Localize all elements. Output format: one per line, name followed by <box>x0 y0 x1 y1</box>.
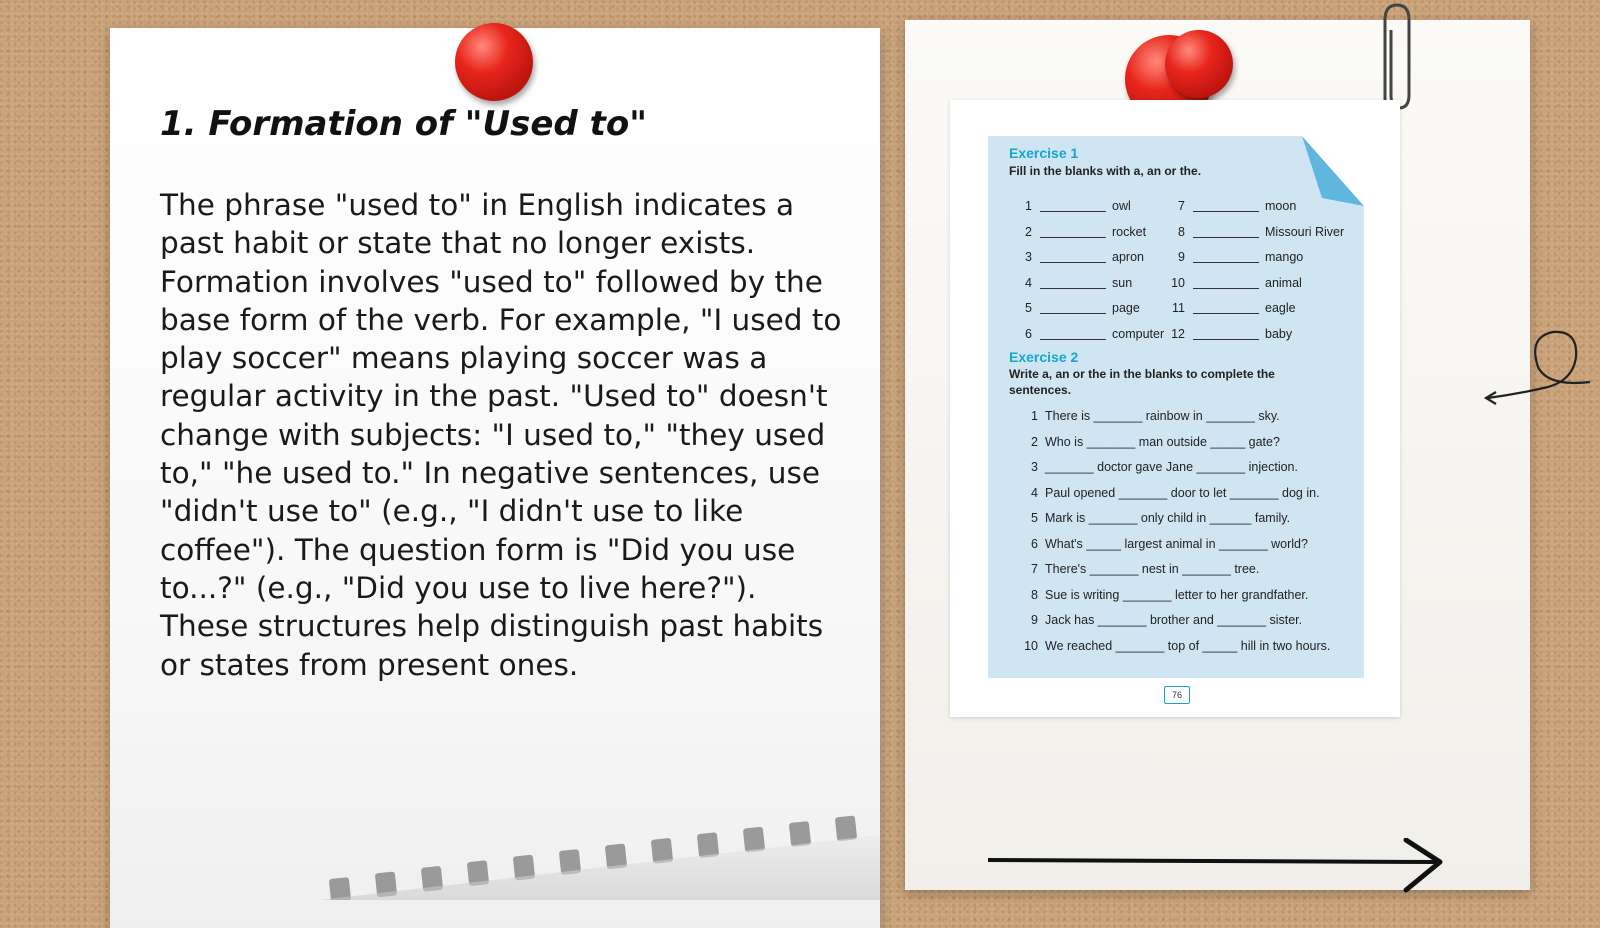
item-sentence: Jack has _______ brother and _______ sister. <box>1045 613 1303 627</box>
exercise-1-title: Exercise 1 <box>1009 145 1079 161</box>
item-number: 3 <box>1025 250 1032 264</box>
answer-blank[interactable] <box>1040 199 1106 212</box>
item-number: 2 <box>1031 434 1038 449</box>
exercise-2-item <box>1020 435 1360 457</box>
item-number: 2 <box>1025 224 1032 239</box>
item-number: 1 <box>1031 409 1038 423</box>
item-sentence: Mark is _______ only child in ______ family. <box>1045 511 1291 525</box>
exercise-2-title: Exercise 2 <box>1009 349 1079 365</box>
item-sentence: Sue is writing _______ letter to her grandfather. <box>1045 587 1309 602</box>
item-number: 10 <box>1024 638 1038 653</box>
exercise-1-item <box>1165 276 1505 298</box>
answer-blank[interactable] <box>1040 225 1106 238</box>
item-number: 10 <box>1171 275 1185 290</box>
exercise-2-item <box>1020 562 1360 584</box>
perforation-hole <box>743 827 765 853</box>
arrow-right-icon <box>988 838 1448 898</box>
answer-blank[interactable] <box>1193 199 1259 212</box>
exercise-1-item <box>1165 225 1505 247</box>
exercise-2-instruction-line2: sentences. <box>1009 383 1072 397</box>
exercise-2-item <box>1020 409 1360 431</box>
item-number: 4 <box>1031 485 1038 500</box>
item-sentence: There's _______ nest in _______ tree. <box>1045 562 1260 576</box>
item-number: 9 <box>1178 250 1185 264</box>
perforation-hole <box>835 815 857 841</box>
answer-blank[interactable] <box>1193 250 1259 263</box>
item-word: apron <box>1112 250 1144 264</box>
item-word: computer <box>1112 326 1165 341</box>
item-number: 7 <box>1178 199 1185 213</box>
item-number: 9 <box>1031 613 1038 627</box>
item-word: moon <box>1265 199 1297 213</box>
pushpin-icon <box>1165 30 1233 98</box>
item-number: 3 <box>1031 460 1038 474</box>
exercise-2-item <box>1020 460 1360 482</box>
item-word: baby <box>1265 326 1293 341</box>
note-title: 1. Formation of "Used to" <box>160 104 647 144</box>
item-number: 5 <box>1031 511 1038 525</box>
answer-blank[interactable] <box>1193 276 1259 289</box>
exercise-1-instruction: Fill in the blanks with a, an or the. <box>1009 164 1202 178</box>
item-sentence: _______ doctor gave Jane _______ injection. <box>1045 460 1298 474</box>
answer-blank[interactable] <box>1040 276 1106 289</box>
note-body-text: The phrase "used to" in English indicates a past habit or state that no longer exists. Formation involves "used to" followed by the base form of the verb. For example, "I used to play soccer" means playing soccer was a regular activity in the past. "Used to" doesn't change with subjects: "I used to," "they used to," "he used to." In negative sentences, use "didn't use to" (e.g., "I didn't use to like coffee"). The question form is "Did you use to...?" (e.g., "Did you use to live here?"). These structures help distinguish past habits or states from present ones. <box>160 188 842 682</box>
item-word: sun <box>1112 275 1133 290</box>
item-word: mango <box>1265 250 1304 264</box>
item-sentence: What's _____ largest animal in _______ world? <box>1045 536 1308 551</box>
swirl-doodle-icon <box>1478 312 1593 412</box>
item-number: 7 <box>1031 562 1038 576</box>
answer-blank[interactable] <box>1040 301 1106 314</box>
item-number: 12 <box>1171 326 1185 341</box>
exercise-2-item <box>1020 511 1360 533</box>
item-word: rocket <box>1112 224 1147 239</box>
perforation-hole <box>329 877 351 900</box>
exercise-2-item <box>1020 639 1360 661</box>
answer-blank[interactable] <box>1193 225 1259 238</box>
exercise-1-item <box>1165 301 1505 323</box>
item-number: 6 <box>1031 536 1038 551</box>
answer-blank[interactable] <box>1040 327 1106 340</box>
page-number: 76 <box>1164 686 1190 704</box>
item-sentence: There is _______ rainbow in _______ sky. <box>1045 409 1280 423</box>
item-sentence: We reached _______ top of _____ hill in two hours. <box>1045 638 1331 653</box>
torn-paper-edge <box>320 800 880 900</box>
item-number: 11 <box>1172 301 1185 315</box>
answer-blank[interactable] <box>1193 301 1259 314</box>
item-number: 8 <box>1031 587 1038 602</box>
exercise-2-item <box>1020 537 1360 559</box>
exercise-1-item <box>1165 250 1505 272</box>
item-number: 4 <box>1025 275 1032 290</box>
item-word: page <box>1112 301 1140 315</box>
answer-blank[interactable] <box>1040 250 1106 263</box>
exercise-2-item <box>1020 486 1360 508</box>
exercise-2-instruction <box>1009 366 1275 398</box>
item-number: 8 <box>1178 224 1185 239</box>
item-number: 5 <box>1025 301 1032 315</box>
exercise-2-item <box>1020 613 1360 635</box>
exercise-1-item <box>1165 199 1505 221</box>
item-word: eagle <box>1265 301 1296 315</box>
page-corner-fold <box>1302 136 1364 206</box>
item-word: animal <box>1265 275 1302 290</box>
item-number: 6 <box>1025 326 1032 341</box>
perforation-hole <box>789 821 811 847</box>
item-number: 1 <box>1025 199 1032 213</box>
pushpin-icon <box>455 23 533 101</box>
item-word: Missouri River <box>1265 224 1345 239</box>
item-sentence: Who is _______ man outside _____ gate? <box>1045 434 1280 449</box>
item-sentence: Paul opened _______ door to let _______ dog in. <box>1045 485 1320 500</box>
answer-blank[interactable] <box>1193 327 1259 340</box>
exercise-2-item <box>1020 588 1360 610</box>
exercise-2-instruction-line1: Write a, an or the in the blanks to complete the <box>1009 367 1275 381</box>
exercise-1-item <box>1165 327 1505 349</box>
item-word: owl <box>1112 199 1131 213</box>
